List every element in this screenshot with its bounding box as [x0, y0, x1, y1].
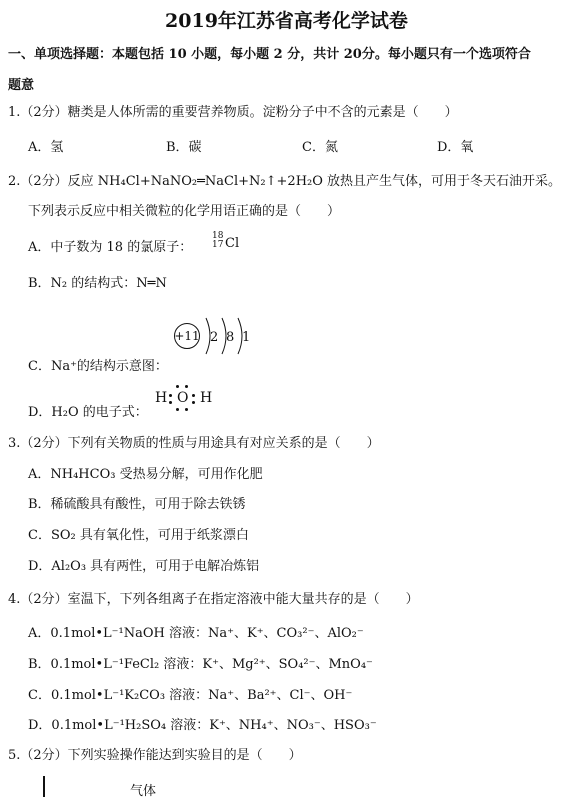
- electron-dot: [169, 394, 172, 397]
- shell-3-count: 1: [242, 330, 251, 345]
- q2-a-symbol: Cl: [225, 236, 240, 251]
- q3-option-d: D．Al₂O₃ 具有两性，可用于电解冶炼铝: [28, 559, 260, 574]
- shell-1-count: 2: [210, 330, 219, 345]
- q1-option-a: A．氢: [28, 140, 64, 155]
- q2-stem-line1: 2.（2分）反应 NH₄Cl+NaNO₂═NaCl+N₂↑+2H₂O 放热且产生气体，可用于冬天石油开采。: [8, 174, 562, 189]
- q4-stem: 4.（2分）室温下，下列各组离子在指定溶液中能大量共存的是（ ）: [8, 592, 419, 607]
- q1-stem: 1.（2分）糖类是人体所需的重要营养物质。淀粉分子中不含的元素是（ ）: [8, 105, 458, 120]
- q4-option-c: C．0.1mol•L⁻¹K₂CO₃ 溶液：Na⁺、Ba²⁺、Cl⁻、OH⁻: [28, 688, 353, 703]
- apparatus-tube: [43, 776, 45, 797]
- q2-a-mass-number: 18: [212, 231, 224, 241]
- q2-option-d: D．H₂O 的电子式：: [28, 405, 148, 420]
- h-atom-right: H: [200, 390, 213, 406]
- electron-dot: [169, 401, 172, 404]
- shell-2-count: 8: [226, 330, 235, 345]
- q1-option-c: C．氮: [302, 140, 338, 155]
- section-heading-cont: 题意: [8, 78, 35, 93]
- nucleus-charge: +11: [174, 329, 200, 343]
- electron-dot: [185, 385, 188, 388]
- q3-option-a: A．NH₄HCO₃ 受热易分解，可用作化肥: [28, 467, 263, 482]
- q4-option-a: A．0.1mol•L⁻¹NaOH 溶液：Na⁺、K⁺、CO₃²⁻、AlO₂⁻: [28, 626, 364, 641]
- electron-dot: [176, 408, 179, 411]
- q5-stem: 5.（2分）下列实验操作能达到实验目的是（ ）: [8, 748, 302, 763]
- h-atom-left: H: [155, 390, 168, 406]
- q2-option-a: A．中子数为 18 的氯原子：: [28, 240, 193, 255]
- q3-option-b: B．稀硫酸具有酸性，可用于除去铁锈: [28, 497, 246, 512]
- o-atom: O: [177, 390, 189, 406]
- q2-a-atomic-number: 17: [212, 240, 224, 250]
- q5-figure-label: 气体: [130, 784, 157, 799]
- q4-option-d: D．0.1mol•L⁻¹H₂SO₄ 溶液：K⁺、NH₄⁺、NO₃⁻、HSO₃⁻: [28, 718, 377, 733]
- q2-option-c: C．Na⁺的结构示意图：: [28, 359, 168, 374]
- section-heading: 一、单项选择题：本题包括 10 小题，每小题 2 分，共计 20分。每小题只有一个选项符合: [8, 47, 531, 62]
- q2-a-nuclide: [212, 232, 223, 250]
- q4-option-b: B．0.1mol•L⁻¹FeCl₂ 溶液：K⁺、Mg²⁺、SO₄²⁻、MnO₄⁻: [28, 657, 373, 672]
- electron-dot: [192, 394, 195, 397]
- electron-dot: [176, 385, 179, 388]
- q2-stem-line2: 下列表示反应中相关微粒的化学用语正确的是（ ）: [28, 204, 341, 219]
- page-title: 2019年江苏省高考化学试卷: [165, 10, 408, 32]
- electron-dot: [192, 401, 195, 404]
- q3-option-c: C．SO₂ 具有氧化性，可用于纸浆漂白: [28, 528, 249, 543]
- q3-stem: 3.（2分）下列有关物质的性质与用途具有对应关系的是（ ）: [8, 436, 380, 451]
- q1-option-b: B．碳: [166, 140, 202, 155]
- q1-option-d: D．氧: [437, 140, 474, 155]
- electron-dot: [185, 408, 188, 411]
- q2-option-b: B．N₂ 的结构式：N═N: [28, 276, 167, 291]
